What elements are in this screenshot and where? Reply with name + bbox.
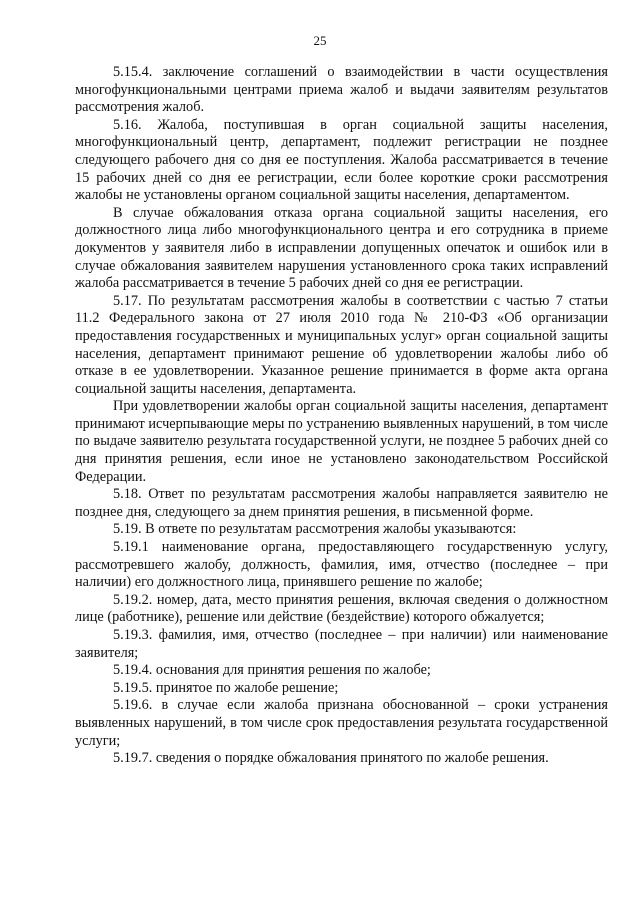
paragraph-5-15-4: 5.15.4. заключение соглашений о взаимодействии в части осуществления многофункциональными центрами приема жалоб и выдачи заявителям результатов рассмотрения жалоб. xyxy=(75,64,608,116)
paragraph-5-16: 5.16. Жалоба, поступившая в орган социальной защиты населения, многофункциональный центр, департамент, подлежит регистрации не позднее следующего рабочего дня со дня ее поступления. Жалоба рассматривается в течение 15 рабочих дней со дня ее регистрации, если более короткие сроки рассмотрения жалобы не установлены органом социальной защиты населения, департаментом. xyxy=(75,116,608,204)
paragraph-5-19-1: 5.19.1 наименование органа, предоставляющего государственную услугу, рассмотревшего жалобу, должность, фамилия, имя, отчество (последнее – при наличии) его должностного лица, принявшего решение по жалобе; xyxy=(75,539,608,591)
paragraph-5-19: 5.19. В ответе по результатам рассмотрения жалобы указываются: xyxy=(113,521,517,538)
paragraph-5-19-5: 5.19.5. принятое по жалобе решение; xyxy=(113,679,339,696)
paragraph-5-18: 5.18. Ответ по результатам рассмотрения жалобы направляется заявителю не позднее дня, следующего за днем принятия решения, в письменной форме. xyxy=(75,486,608,520)
paragraph-5-19-7: 5.19.7. сведения о порядке обжалования принятого по жалобе решения. xyxy=(113,750,549,767)
paragraph-5-19-6: 5.19.6. в случае если жалоба признана обоснованной – сроки устранения выявленных нарушений, в том числе срок предоставления результата государственной услуги; xyxy=(75,697,608,749)
page-number: 25 xyxy=(313,33,327,48)
paragraph-5-19-3: 5.19.3. фамилия, имя, отчество (последнее – при наличии) или наименование заявителя; xyxy=(75,627,608,661)
paragraph-5-19-2: 5.19.2. номер, дата, место принятия решения, включая сведения о должностном лице (работнике), решение или действие (бездействие) которого обжалуется; xyxy=(75,591,608,626)
paragraph-5-19-4: 5.19.4. основания для принятия решения по жалобе; xyxy=(113,662,431,679)
paragraph-appeal-refusal: В случае обжалования отказа органа социальной защиты населения, его должностного лица либо многофункционального центра и его сотрудника в приеме документов у заявителя либо в исправлении допущенных опечаток и ошибок или в случае обжалования заявителем нарушения установленного срока таких исправлений жалоба рассматривается в течение 5 рабочих дней со дня ее регистрации. xyxy=(75,204,608,292)
paragraph-satisfaction: При удовлетворении жалобы орган социальной защиты населения, департамент принимают исчерпывающие меры по устранению выявленных нарушений, в том числе по выдаче заявителю результата государственной услуги, не позднее 5 рабочих дней со дня принятия решения, если иное не установлено законодательством Российской Федерации. xyxy=(75,398,608,485)
document-body xyxy=(75,64,608,768)
paragraph-5-17: 5.17. По результатам рассмотрения жалобы в соответствии с частью 7 статьи 11.2 Федерального закона от 27 июля 2010 года № 210-ФЗ «Об организации предоставления государственных и муниципальных услуг» орган социальной защиты населения, департамент принимают решение об удовлетворении жалобы либо об отказе в ее удовлетворении. Указанное решение принимается в форме акта органа социальной защиты населения, департамента. xyxy=(75,292,608,397)
